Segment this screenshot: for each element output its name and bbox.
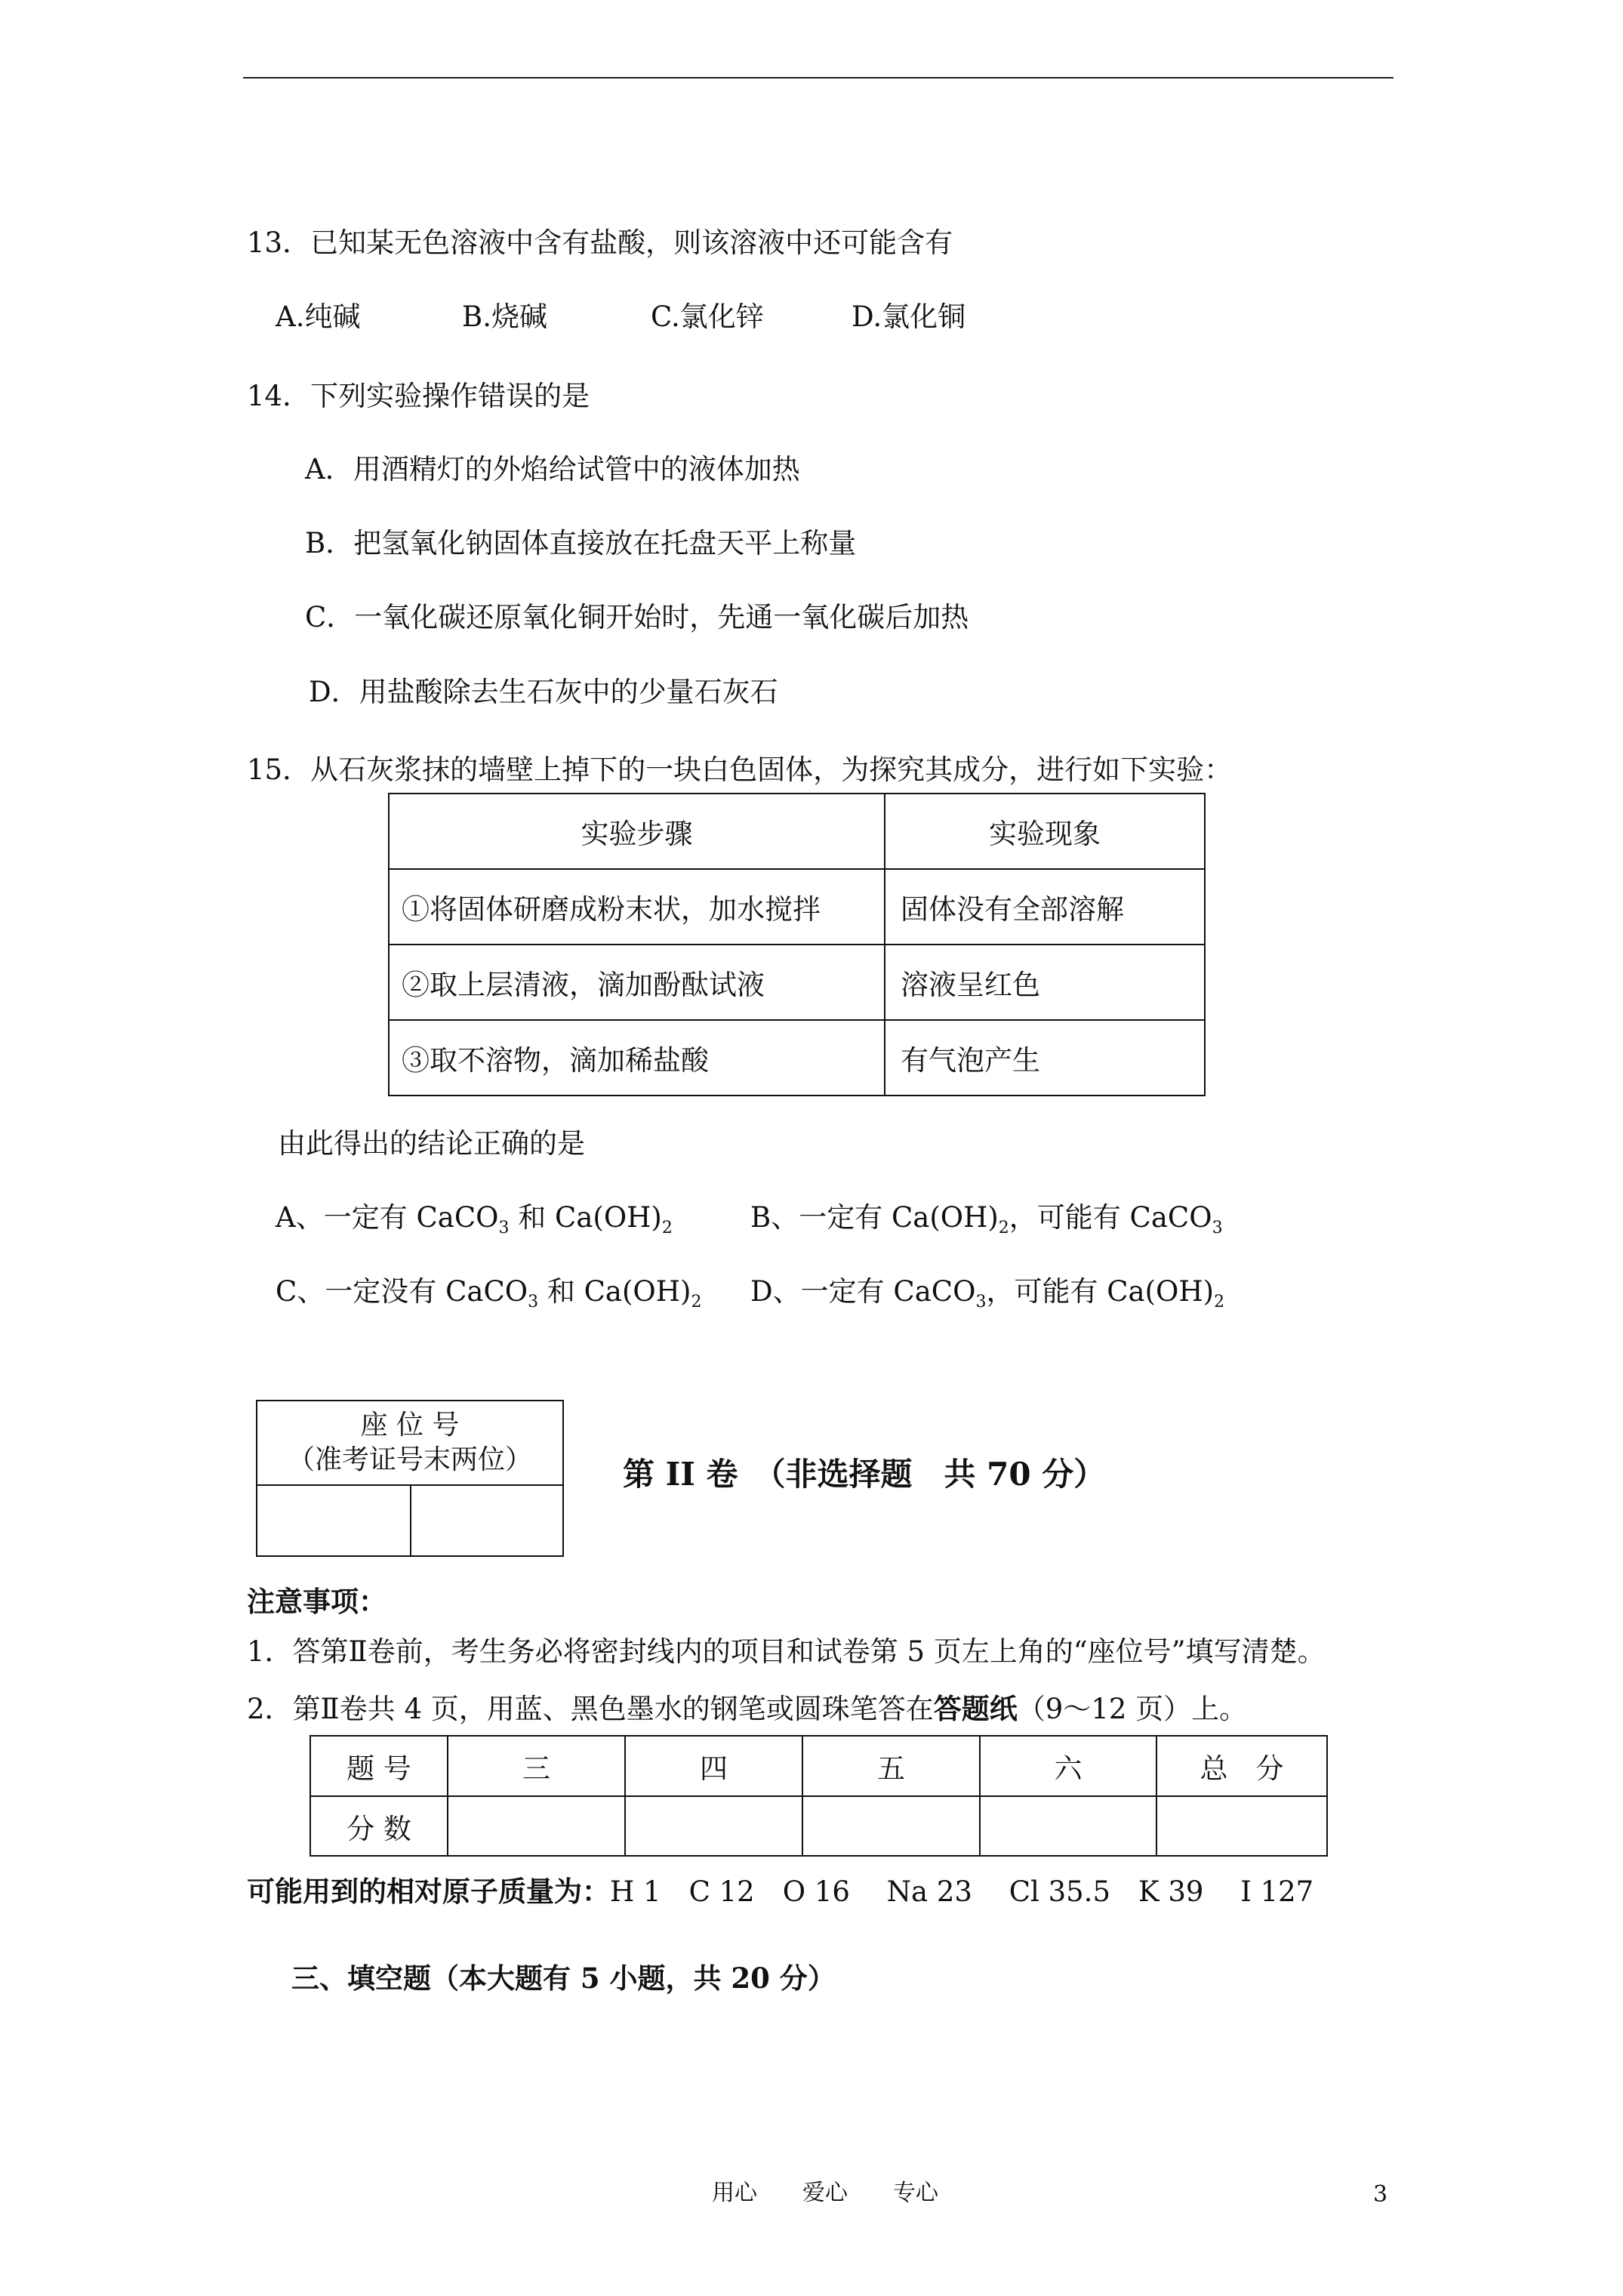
q13-stem: 13．已知某无色溶液中含有盐酸，则该溶液中还可能含有 [247, 227, 953, 259]
score-header-6: 六 [980, 1736, 1156, 1796]
page-number: 3 [1373, 2181, 1388, 2208]
q14-option-a: A．用酒精灯的外焰给试管中的液体加热 [305, 453, 800, 485]
experiment-observation-2: 溶液呈红色 [885, 945, 1205, 1020]
notes-heading: 注意事项： [247, 1585, 387, 1618]
score-cell-total[interactable] [1156, 1796, 1327, 1856]
q14-stem: 14．下列实验操作错误的是 [247, 380, 590, 412]
q14-option-d: D．用盐酸除去生石灰中的少量石灰石 [309, 676, 778, 708]
q15-stem: 15．从石灰浆抹的墙壁上掉下的一块白色固体，为探究其成分，进行如下实验： [247, 754, 1233, 786]
experiment-table [388, 793, 1206, 1096]
seat-digit-1-cell[interactable] [257, 1485, 411, 1556]
q14-option-b: B．把氢氧化钠固体直接放在托盘天平上称量 [305, 527, 857, 559]
score-header-4: 四 [625, 1736, 802, 1796]
score-cell-6[interactable] [980, 1796, 1156, 1856]
notes-item-1: 1．答第Ⅱ卷前，考生务必将密封线内的项目和试卷第 5 页左上角的“座位号”填写清楚。 [247, 1635, 1326, 1668]
experiment-observation-3: 有气泡产生 [885, 1020, 1205, 1096]
experiment-step-1: ①将固体研磨成粉末状，加水搅拌 [389, 869, 885, 945]
score-header-total: 总 分 [1156, 1736, 1327, 1796]
q15-conclusion-prompt: 由此得出的结论正确的是 [278, 1127, 585, 1160]
footer-motto: 用心 爱心 专心 [712, 2180, 938, 2206]
score-header-question-no: 题 号 [310, 1736, 448, 1796]
score-table [310, 1735, 1328, 1857]
q15-option-c: C、一定没有 CaCO$_3$ 和 $Ca(OH)_2$ [276, 1275, 702, 1311]
experiment-step-3: ③取不溶物，滴加稀盐酸 [389, 1020, 885, 1096]
seat-number-box [256, 1400, 564, 1557]
score-header-5: 五 [802, 1736, 980, 1796]
seat-digit-2-cell[interactable] [411, 1485, 563, 1556]
score-cell-5[interactable] [802, 1796, 980, 1856]
q13-option-d: D.氯化铜 [852, 300, 966, 333]
part2-title: 第 II 卷 （非选择题 共 70 分） [623, 1456, 1106, 1493]
q13-option-b: B.烧碱 [462, 300, 547, 333]
score-cell-3[interactable] [448, 1796, 625, 1856]
q14-option-c: C．一氧化碳还原氧化铜开始时，先通一氧化碳后加热 [305, 601, 969, 633]
seat-number-label: 座 位 号 （准考证号末两位） [257, 1401, 563, 1485]
q15-option-d: D、一定有 CaCO$_3$，可能有 $Ca(OH)_2$ [750, 1275, 1225, 1311]
score-header-3: 三 [448, 1736, 625, 1796]
atomic-masses: 可能用到的相对原子质量为：H 1 C 12 O 16 Na 23 Cl 35.5 K 39 I 127 [247, 1875, 1314, 1908]
q13-option-a: A.纯碱 [276, 300, 361, 333]
experiment-header-observations: 实验现象 [885, 794, 1205, 869]
experiment-step-2: ②取上层清液，滴加酚酞试液 [389, 945, 885, 1020]
score-cell-4[interactable] [625, 1796, 802, 1856]
score-row-label: 分 数 [310, 1796, 448, 1856]
q13-option-c: C.氯化锌 [651, 300, 764, 333]
section-3-heading: 三、填空题（本大题有 5 小题，共 20 分） [291, 1962, 836, 1995]
experiment-header-steps: 实验步骤 [389, 794, 885, 869]
q15-option-a: A、一定有 CaCO$_3$ 和 $Ca(OH)_2$ [276, 1201, 673, 1237]
experiment-observation-1: 固体没有全部溶解 [885, 869, 1205, 945]
q15-option-b: B、一定有 $Ca(OH)_2$，可能有 CaCO$_3$ [750, 1201, 1223, 1237]
notes-item-2: 2．第Ⅱ卷共 4 页，用蓝、黑色墨水的钢笔或圆珠笔答在答题纸（9～12 页）上。 [247, 1692, 1248, 1725]
header-rule [243, 77, 1394, 79]
